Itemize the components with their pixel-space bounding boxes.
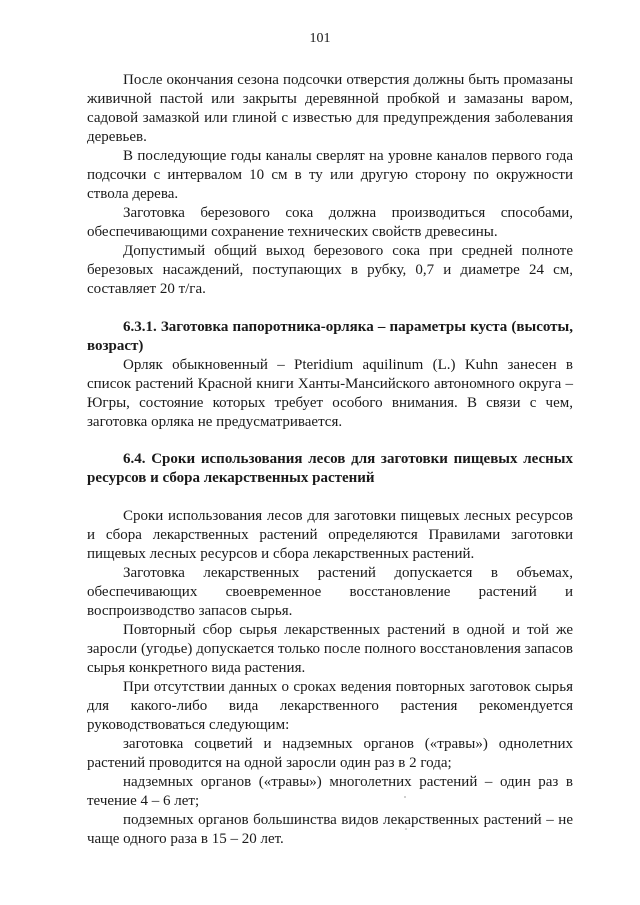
paragraph-repeat-collection: Повторный сбор сырья лекарственных растений в одной и той же заросли (угодье) допускается только после полного восстановления запасов сырья конкретного вида растения. (87, 622, 573, 676)
scan-speck (405, 828, 407, 830)
page-body (87, 71, 573, 849)
paragraph-medicinal-volumes: Заготовка лекарственных растений допускается в объемах, обеспечивающих своевременное восстановление растений и воспроизводство запасов сырья. (87, 565, 573, 619)
section-spacer (87, 432, 573, 450)
section-spacer (87, 299, 573, 318)
list-item-perennial-plants: надземных органов («травы») многолетних растений – один раз в течение 4 – 6 лет; (87, 774, 573, 809)
scan-speck (404, 796, 406, 798)
page-number: 101 (309, 31, 331, 46)
paragraph-drilling-channels: В последующие годы каналы сверлят на уровне каналов первого года подсочки с интервалом 10 см в ту или другую сторону по окружности ствола дерева. (87, 148, 573, 202)
section-heading-terms: 6.4. Сроки использования лесов для заготовки пищевых лесных ресурсов и сбора лекарственных растений (87, 451, 573, 486)
paragraph-birch-sap-methods: Заготовка березового сока должна производиться способами, обеспечивающими сохранение технических свойств древесины. (87, 205, 573, 240)
paragraph-birch-sap-yield: Допустимый общий выход березового сока при средней полноте березовых насаждений, поступающих в рубку, 0,7 и диаметре 24 см, составляет 20 т/га. (87, 243, 573, 297)
paragraph-fern-red-book: Орляк обыкновенный – Pteridium aquilinum (L.) Kuhn занесен в список растений Красной книги Ханты-Мансийского автономного округа – Югры, состояние которых требует особого внимания. В связи с чем, заготовка орляка не предусматривается. (87, 357, 573, 430)
section-spacer (87, 488, 573, 507)
list-item-annual-plants: заготовка соцветий и надземных органов («травы») однолетних растений проводится на одной заросли один раз в 2 года; (87, 736, 573, 771)
section-heading-fern: 6.3.1. Заготовка папоротника-орляка – параметры куста (высоты, возраст) (87, 319, 573, 354)
list-item-underground-organs: подземных органов большинства видов лекарственных растений – не чаще одного раза в 15 – 20 лет. (87, 812, 573, 847)
paragraph-no-data-guidance: При отсутствии данных о сроках ведения повторных заготовок сырья для какого-либо вида лекарственного растения рекомендуется руководствоваться следующим: (87, 679, 573, 733)
paragraph-sealing-holes: После окончания сезона подсочки отверстия должны быть промазаны живичной пастой или закрыты деревянной пробкой и замазаны варом, садовой замазкой или глиной с известью для предупреждения заболевания деревьев. (87, 72, 573, 145)
paragraph-terms-rules: Сроки использования лесов для заготовки пищевых лесных ресурсов и сбора лекарственных растений определяются Правилами заготовки пищевых лесных ресурсов и сбора лекарственных растений. (87, 508, 573, 562)
